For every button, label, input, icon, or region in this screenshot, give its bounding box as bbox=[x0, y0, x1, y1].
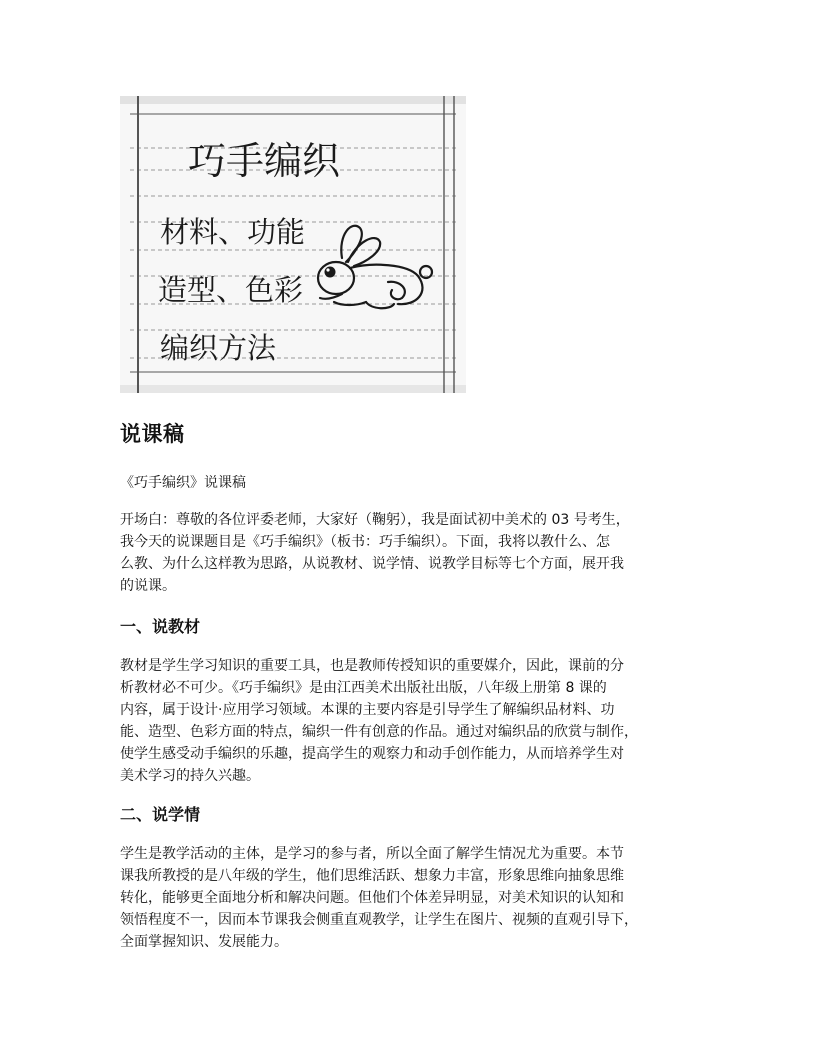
section-1-line: 能、造型、色彩方面的特点，编织一件有创意的作品。通过对编织品的欣赏与制作， bbox=[120, 724, 638, 740]
note-title: 巧手编织 bbox=[188, 139, 341, 183]
intro-line: 的说课。 bbox=[120, 578, 176, 594]
note-line-2: 造型、色彩 bbox=[158, 273, 304, 307]
section-1-line: 美术学习的持久兴趣。 bbox=[120, 768, 260, 784]
intro-paragraph bbox=[120, 509, 710, 597]
bunny-eye-icon bbox=[325, 267, 336, 278]
section-2-heading: 二、说学情 bbox=[120, 805, 201, 824]
section-1-line: 教材是学生学习知识的重要工具，也是教师传授知识的重要媒介，因此，课前的分 bbox=[120, 658, 624, 674]
handwritten-note-image bbox=[120, 96, 466, 393]
document-heading: 说课稿 bbox=[120, 422, 185, 446]
section-1-line: 析教材必不可少。《巧手编织》是由江西美术出版社出版，八年级上册第 8 课的 bbox=[120, 680, 607, 696]
section-1-line: 使学生感受动手编织的乐趣，提高学生的观察力和动手创作能力，从而培养学生对 bbox=[120, 746, 624, 762]
section-2-line: 全面掌握知识、发展能力。 bbox=[120, 934, 288, 950]
section-2-line: 领悟程度不一，因而本节课我会侧重直观教学，让学生在图片、视频的直观引导下， bbox=[120, 912, 638, 928]
section-2-line: 转化，能够更全面地分析和解决问题。但他们个体差异明显，对美术知识的认知和 bbox=[120, 890, 624, 906]
intro-line: 开场白：尊敬的各位评委老师，大家好（鞠躬），我是面试初中美术的 03 号考生， bbox=[120, 512, 630, 528]
section-2-paragraph bbox=[120, 843, 710, 953]
section-2-line: 学生是教学活动的主体，是学习的参与者，所以全面了解学生情况尤为重要。本节 bbox=[120, 846, 624, 862]
intro-line: 我今天的说课题目是《巧手编织》（板书：巧手编织）。下面，我将以教什么、怎 bbox=[120, 534, 610, 550]
section-2-line: 课我所教授的是八年级的学生，他们思维活跃、想象力丰富，形象思维向抽象思维 bbox=[120, 868, 624, 884]
section-1-line: 内容，属于设计·应用学习领域。本课的主要内容是引导学生了解编织品材料、功 bbox=[120, 702, 615, 718]
section-1-paragraph bbox=[120, 655, 710, 787]
section-1-heading: 一、说教材 bbox=[120, 617, 201, 636]
note-line-3: 编织方法 bbox=[160, 331, 277, 365]
document-subtitle: 《巧手编织》说课稿 bbox=[120, 475, 246, 491]
intro-line: 么教、为什么这样教为思路，从说教材、说学情、说教学目标等七个方面，展开我 bbox=[120, 556, 624, 572]
note-line-1: 材料、功能 bbox=[160, 215, 306, 249]
